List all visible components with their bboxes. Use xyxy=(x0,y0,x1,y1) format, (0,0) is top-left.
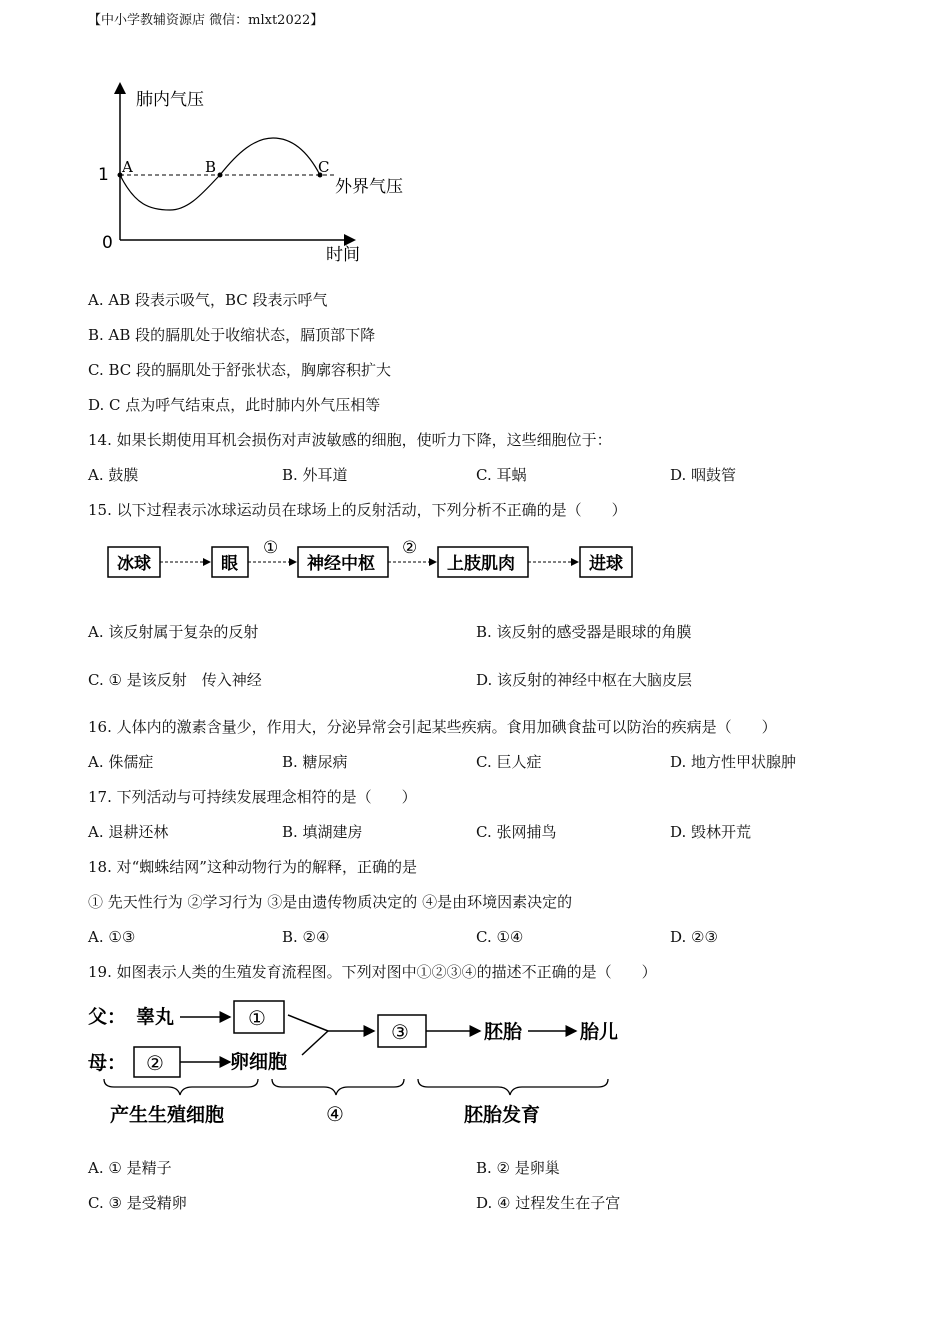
brace-2 xyxy=(272,1079,404,1095)
q18-option-c: C. ①④ xyxy=(476,928,524,946)
q19-option-d: D. ④ 过程发生在子宫 xyxy=(476,1194,621,1212)
father-label: 父： xyxy=(88,1006,127,1028)
q15-option-b: B. 该反射的感受器是眼球的角膜 xyxy=(476,623,692,641)
page-header: 【中小学教辅资源店 微信：mlxt2022】 xyxy=(88,13,324,28)
diagram-box-3-label: ③ xyxy=(391,1020,409,1044)
q18-statements: ① 先天性行为 ②学习行为 ③是由遗传物质决定的 ④是由环境因素决定的 xyxy=(88,893,573,911)
q18-stem: 18. 对“蜘蛛结网”这种动物行为的解释，正确的是 xyxy=(88,858,417,876)
flow-text-puck: 冰球 xyxy=(117,554,151,574)
q15-option-c: C. ① 是该反射 传入神经 xyxy=(88,671,262,689)
q16-stem: 16. 人体内的激素含量少，作用大，分泌异常会引起某些疾病。食用加碘食盐可以防治的疾病是（ ） xyxy=(88,718,777,736)
q19-stem: 19. 如图表示人类的生殖发育流程图。下列对图中①②③④的描述不正确的是（ ） xyxy=(88,963,657,981)
tick-1: 1 xyxy=(98,165,109,185)
q15-option-a: A. 该反射属于复杂的反射 xyxy=(88,623,259,641)
q17-option-a: A. 退耕还林 xyxy=(88,823,169,841)
q15-option-d: D. 该反射的神经中枢在大脑皮层 xyxy=(476,671,693,689)
brace-2-label: ④ xyxy=(326,1102,344,1126)
q17-option-d: D. 毁林开荒 xyxy=(670,823,752,841)
q18-option-d: D. ②③ xyxy=(670,928,718,946)
point-b-dot xyxy=(218,173,223,178)
q14-option-a: A. 鼓膜 xyxy=(88,466,139,484)
q17-option-c: C. 张网捕鸟 xyxy=(476,823,557,841)
testis-label: 睾丸 xyxy=(136,1006,175,1028)
embryo-label: 胚胎 xyxy=(484,1021,523,1043)
q16-option-a: A. 侏儒症 xyxy=(88,753,154,771)
x-axis-label: 时间 xyxy=(326,245,360,265)
egg-label: 卵细胞 xyxy=(230,1051,288,1073)
flow-text-goal: 进球 xyxy=(589,554,623,574)
q14-option-d: D. 咽鼓管 xyxy=(670,466,737,484)
q13-option-c: C. BC 段的膈肌处于舒张状态，胸廓容积扩大 xyxy=(88,361,392,379)
q13-option-d: D. C 点为呼气结束点，此时肺内外气压相等 xyxy=(88,396,381,414)
point-b-label: B xyxy=(205,158,217,176)
brace-1-label: 产生生殖细胞 xyxy=(110,1104,225,1126)
q16-option-c: C. 巨人症 xyxy=(476,753,542,771)
q13-option-b: B. AB 段的膈肌处于收缩状态，膈顶部下降 xyxy=(88,326,376,344)
q16-option-b: B. 糖尿病 xyxy=(282,753,348,771)
brace-3-label: 胚胎发育 xyxy=(464,1104,541,1126)
flow-text-center: 神经中枢 xyxy=(307,554,375,574)
tick-0: 0 xyxy=(102,233,113,253)
flow-text-eye: 眼 xyxy=(221,554,238,574)
q17-option-b: B. 填湖建房 xyxy=(282,823,363,841)
flow-text-muscle: 上肢肌肉 xyxy=(447,554,515,574)
reference-label: 外界气压 xyxy=(335,177,403,197)
q19-option-c: C. ③ 是受精卵 xyxy=(88,1194,187,1212)
fetus-label: 胎儿 xyxy=(580,1021,619,1043)
lung-pressure-graph xyxy=(90,80,420,270)
q14-stem: 14. 如果长期使用耳机会损伤对声波敏感的细胞，使听力下降，这些细胞位于： xyxy=(88,431,612,449)
flow-mark-1: ① xyxy=(263,538,279,558)
q18-option-b: B. ②④ xyxy=(282,928,330,946)
flow-mark-2: ② xyxy=(402,538,418,558)
reflex-flow-diagram xyxy=(100,535,660,585)
q13-option-a: A. AB 段表示吸气，BC 段表示呼气 xyxy=(88,291,328,309)
reproduction-flow-diagram xyxy=(88,995,648,1135)
q15-stem: 15. 以下过程表示冰球运动员在球场上的反射活动，下列分析不正确的是（ ） xyxy=(88,501,627,519)
q18-option-a: A. ①③ xyxy=(88,928,136,946)
q16-option-d: D. 地方性甲状腺肿 xyxy=(670,753,797,771)
brace-1 xyxy=(104,1079,258,1095)
q19-option-b: B. ② 是卵巢 xyxy=(476,1159,560,1177)
diagram-box-2-label: ② xyxy=(146,1051,164,1075)
q14-option-b: B. 外耳道 xyxy=(282,466,348,484)
brace-3 xyxy=(418,1079,608,1095)
point-a-label: A xyxy=(122,158,133,176)
point-c-label: C xyxy=(318,158,330,176)
diagram-box-1-label: ① xyxy=(248,1006,266,1030)
q17-stem: 17. 下列活动与可持续发展理念相符的是（ ） xyxy=(88,788,417,806)
mother-label: 母： xyxy=(88,1052,127,1074)
y-axis-label: 肺内气压 xyxy=(136,90,204,110)
q19-option-a: A. ① 是精子 xyxy=(88,1159,172,1177)
q14-option-c: C. 耳蜗 xyxy=(476,466,527,484)
